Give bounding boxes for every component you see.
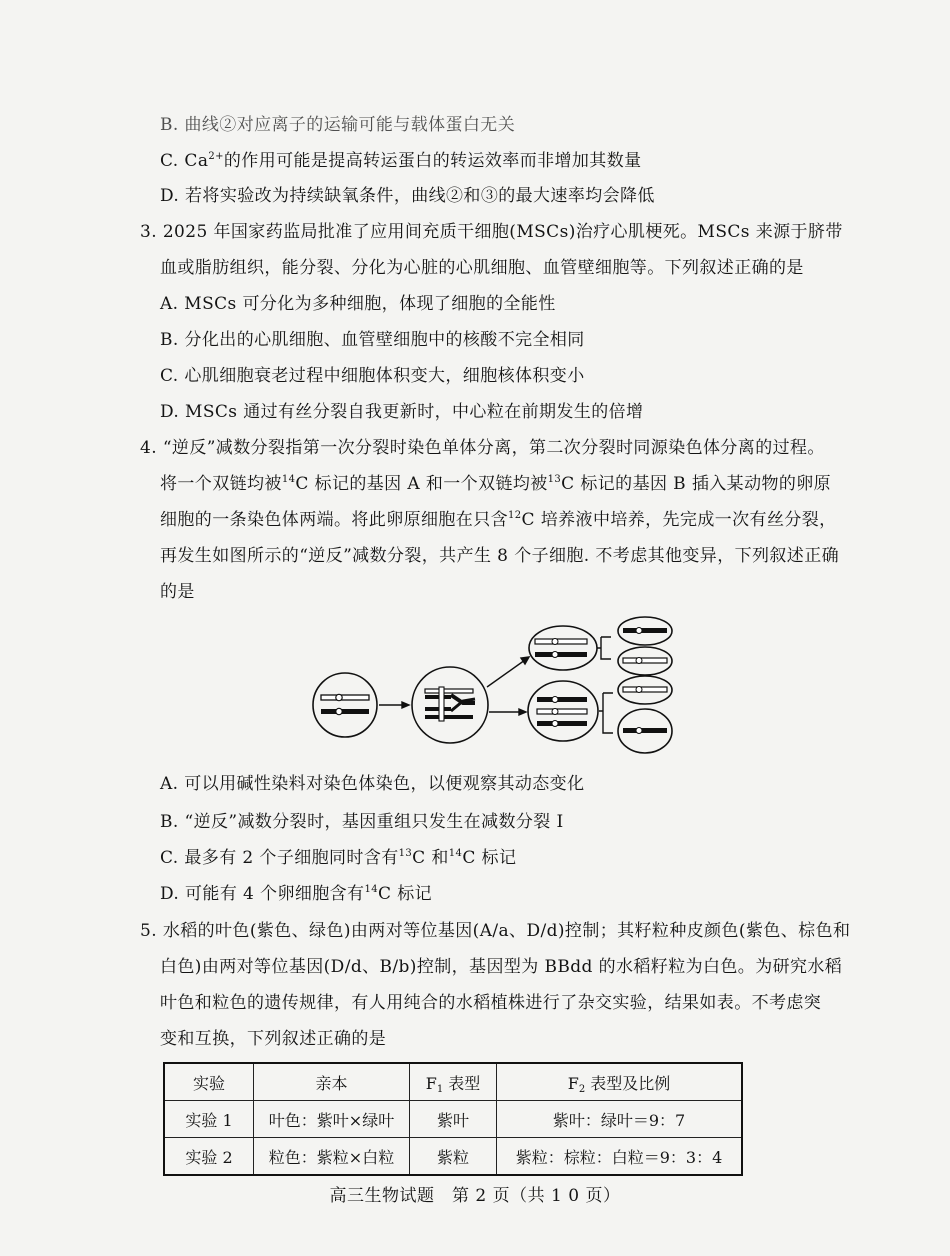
- cell-meiosis-ii-top: [529, 626, 597, 670]
- q2-option-d: D. 若将实验改为持续缺氧条件，曲线②和③的最大速率均会降低: [160, 186, 655, 206]
- q2-option-b: B. 曲线②对应离子的运输可能与载体蛋白无关: [160, 115, 516, 135]
- cell-parents: 叶色：紫叶×绿叶: [254, 1101, 410, 1138]
- reverse-meiosis-diagram: [305, 615, 685, 760]
- q5-stem-line4: 变和互换，下列叙述正确的是: [160, 1029, 387, 1049]
- header-f1: $F_1$ 表型: [410, 1063, 497, 1101]
- q4-option-b: B. “逆反”减数分裂时，基因重组只发生在减数分裂 Ⅰ: [160, 812, 564, 832]
- q4-stem-line5: 的是: [160, 582, 195, 602]
- table-header-row: [164, 1063, 742, 1101]
- cell-experiment: 实验 1: [164, 1101, 254, 1138]
- page-footer: 高三生物试题 第 2 页（共 1 0 页）: [329, 1186, 621, 1206]
- header-f2: $F_2$ 表型及比例: [497, 1063, 743, 1101]
- q3-stem-line2: 血或脂肪组织，能分裂、分化为心脏的心肌细胞、血管壁细胞等。下列叙述正确的是: [160, 258, 804, 278]
- q5-stem-line2: 白色)由两对等位基因(D/d、B/b)控制，基因型为 BBdd 的水稻籽粒为白色。为研究水稻: [160, 957, 843, 977]
- q4-option-c: C. 最多有 2 个子细胞同时含有$^{13}$C 和$^{14}$C 标记: [160, 848, 517, 868]
- cell-f2: 紫粒：棕粒：白粒＝9：3：4: [497, 1138, 743, 1176]
- q5-stem-line3: 叶色和粒色的遗传规律，有人用纯合的水稻植株进行了杂交实验，结果如表。不考虑突: [160, 993, 822, 1013]
- cell-f1: 紫粒: [410, 1138, 497, 1176]
- q5-stem-line1: 5. 水稻的叶色(紫色、绿色)由两对等位基因(A/a、D/d)控制；其籽粒种皮颜色(紫色、棕色和: [140, 921, 851, 941]
- q3-option-c: C. 心肌细胞衰老过程中细胞体积变大，细胞核体积变小: [160, 366, 585, 386]
- header-experiment: 实验: [164, 1063, 254, 1101]
- cell-oocyte: [313, 673, 377, 737]
- cell-f2: 紫叶：绿叶＝9：7: [497, 1101, 743, 1138]
- q2-option-c: C. $Ca^{2+}$的作用可能是提高转运蛋白的转运效率而非增加其数量: [160, 151, 642, 171]
- cell-meiosis-i: [412, 667, 488, 743]
- cell-experiment: 实验 2: [164, 1138, 254, 1176]
- q4-stem-line2: 将一个双链均被$^{14}$C 标记的基因 A 和一个双链均被$^{13}$C 标记的基因 B 插入某动物的卵原: [160, 474, 832, 494]
- q3-stem-line1: 3. 2025 年国家药监局批准了应用间充质干细胞(MSCs)治疗心肌梗死。MSCs 来源于脐带: [140, 222, 843, 242]
- q3-option-d: D. MSCs 通过有丝分裂自我更新时，中心粒在前期发生的倍增: [160, 402, 644, 422]
- q4-option-d: D. 可能有 4 个卵细胞含有$^{14}$C 标记: [160, 884, 433, 904]
- cell-parents: 粒色：紫粒×白粒: [254, 1138, 410, 1176]
- hybridization-table: [163, 1062, 743, 1176]
- q3-option-b: B. 分化出的心肌细胞、血管壁细胞中的核酸不完全相同: [160, 330, 585, 350]
- q4-stem-line3: 细胞的一条染色体两端。将此卵原细胞在只含$^{12}$C 培养液中培养，先完成一次有丝分裂，: [160, 510, 837, 530]
- header-parents: 亲本: [254, 1063, 410, 1101]
- cell-f1: 紫叶: [410, 1101, 497, 1138]
- chromosomes: [321, 628, 667, 734]
- table-row: [164, 1138, 742, 1176]
- q4-stem-line4: 再发生如图所示的“逆反”减数分裂，共产生 8 个子细胞. 不考虑其他变异，下列叙述正确: [160, 546, 840, 566]
- table-row: [164, 1101, 742, 1138]
- q4-option-a: A. 可以用碱性染料对染色体染色，以便观察其动态变化: [160, 774, 585, 794]
- q3-option-a: A. MSCs 可分化为多种细胞，体现了细胞的全能性: [160, 294, 556, 314]
- q4-stem-line1: 4. “逆反”减数分裂指第一次分裂时染色单体分离，第二次分裂时同源染色体分离的过程。: [140, 438, 825, 458]
